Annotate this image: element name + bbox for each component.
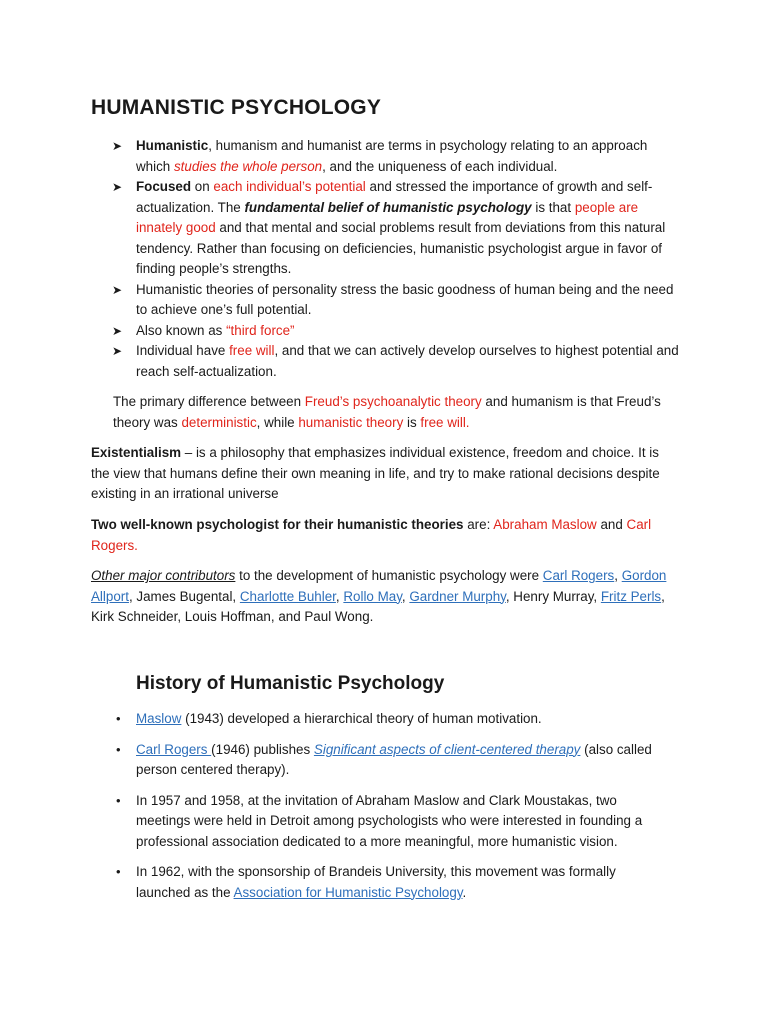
list-item: ➤ Focused on each individual’s potential and stressed the importance of growth and self-actualization. The fundamental belief of humanistic psychology is that people are innately good and that mental and social problems result from deviations from this natural tendency. Rather than focusing on deficiencies, humanistic psychologist argue in favor of finding people’s strengths. <box>112 179 666 276</box>
list-item: • In 1962, with the sponsorship of Brandeis University, this movement was formally launched as the Association for Humanistic Psychology. <box>116 864 616 900</box>
link-gardner-murphy[interactable]: Gardner Murphy <box>409 588 506 604</box>
arrow-bullet-icon: ➤ <box>112 282 123 297</box>
arrow-bullet-icon: ➤ <box>112 139 123 153</box>
contributors-paragraph: Other major contributors to the development of humanistic psychology were Carl Rogers, Gordon Allport, James Bugental, Charlotte Buhler, Rollo May, Gardner Murphy, Henry Murray, Fritz Perls, Kirk Schneider, Louis Hoffman, and Paul Wong. <box>91 568 667 624</box>
history-list <box>113 709 673 913</box>
link-gordon-allport[interactable]: Gordon Allport <box>91 568 667 604</box>
bullet-dot-icon: • <box>116 741 121 757</box>
arrow-bullet-icon: ➤ <box>112 180 123 194</box>
page-title: HUMANISTIC PSYCHOLOGY <box>91 96 382 119</box>
link-carl-rogers[interactable]: Carl Rogers <box>542 568 615 583</box>
link-rollo-may[interactable]: Rollo May <box>343 588 402 604</box>
existentialism-paragraph: Existentialism – is a philosophy that emphasizes individual existence, freedom and choice. It is the view that humans define their own meaning in life, and try to make rational decisions despite existing in an irrational universe <box>91 445 660 501</box>
link-carl-rogers-history[interactable]: Carl Rogers <box>136 741 212 757</box>
bullet-dot-icon: • <box>116 711 121 726</box>
well-known-paragraph: Two well-known psychologist for their humanistic theories are: Abraham Maslow and Carl Rogers. <box>91 517 652 553</box>
list-item: • In 1957 and 1958, at the invitation of Abraham Maslow and Clark Moustakas, two meetings were held in Detroit among psychologists who were interested in founding a professional association dedicated to a more meaningful, more humanistic vision. <box>116 792 643 849</box>
history-heading: History of Humanistic Psychology <box>136 673 445 694</box>
list-item: • Carl Rogers (1946) publishes Significant aspects of client-centered therapy (also called person centered therapy). <box>116 741 652 777</box>
list-item: ➤ Humanistic theories of personality stress the basic goodness of human being and the need to achieve one’s full potential. <box>112 281 674 317</box>
list-item: ➤ Individual have free will, and that we can actively develop ourselves to highest potential and reach self-actualization. <box>112 343 679 379</box>
key-points-list <box>112 136 682 382</box>
arrow-bullet-icon: ➤ <box>112 323 123 338</box>
list-item: ➤ Humanistic, humanism and humanist are terms in psychology relating to an approach which studies the whole person, and the uniqueness of each individual. <box>112 138 648 174</box>
arrow-bullet-icon: ➤ <box>112 344 123 358</box>
list-item: ➤ Also known as “third force” <box>112 321 682 342</box>
link-ahp[interactable]: Association for Humanistic Psychology <box>233 884 463 900</box>
link-fritz-perls[interactable]: Fritz Perls <box>600 588 662 604</box>
link-significant-aspects[interactable]: Significant aspects of client-centered therapy <box>313 741 581 757</box>
bullet-dot-icon: • <box>116 864 121 879</box>
link-maslow[interactable]: Maslow <box>136 711 182 726</box>
bullet-dot-icon: • <box>116 792 121 808</box>
link-charlotte-buhler[interactable]: Charlotte Buhler <box>239 588 336 604</box>
difference-paragraph: The primary difference between Freud’s psychoanalytic theory and humanism is that Freud’s theory was deterministic, while humanistic theory is free will. <box>113 394 661 430</box>
list-item: • Maslow (1943) developed a hierarchical theory of human motivation. <box>113 709 673 730</box>
